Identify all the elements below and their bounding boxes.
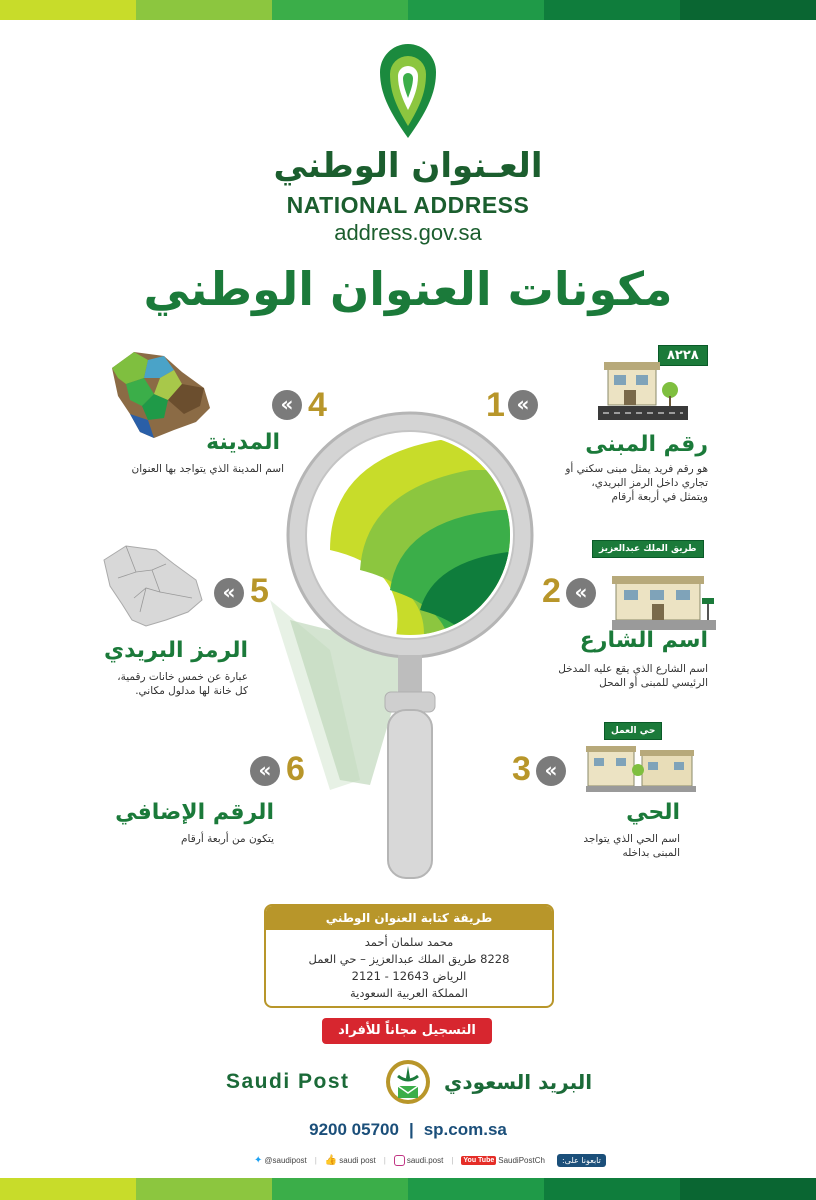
bottom-color-stripe [0,1178,816,1200]
component-title-postal-code: الرمز البريدي [103,638,248,663]
building-icon [598,360,688,422]
component-title-building-number: رقم المبنى [585,432,708,457]
component-number: 3 [512,750,531,788]
social-youtube[interactable]: You Tube SaudiPostCh [463,1155,545,1165]
chevron-double-left-icon: « [508,390,538,420]
address-format-box [264,904,554,1008]
saudi-regions-map-icon [104,348,216,440]
separator: | [408,1120,414,1139]
component-number: 6 [286,750,305,788]
brand-english: Saudi Post [226,1070,350,1093]
street-building-icon [612,572,716,632]
address-box-title: طريقة كتابة العنوان الوطني [266,906,552,930]
component-desc-building-number: هو رقم فريد يمثل مبنى سكني أو تجاري داخل الرمز البريدي، ويتمثل في أربعة أرقام [565,463,708,503]
component-number: 4 [308,386,327,424]
building-number-sign: ٨٢٢٨ [658,345,708,366]
brand-name-arabic: العـنوان الوطني [273,146,543,186]
component-desc-city: اسم المدينة الذي يتواجد بها العنوان [131,463,284,475]
saudi-postal-map-icon [96,542,208,628]
social-twitter[interactable]: ✦ @saudipost [254,1154,307,1166]
brand-name-english: NATIONAL ADDRESS [286,192,530,218]
component-number: 2 [542,572,561,610]
contact-info [276,1120,540,1140]
instagram-icon [394,1155,405,1166]
component-number: 5 [250,572,269,610]
website-link[interactable]: address.gov.sa [334,220,482,245]
brand-arabic: البريد السعودي [444,1070,593,1094]
component-desc-district: اسم الحي الذي يتواجد المبنى بداخله [583,833,680,859]
twitter-icon: ✦ [254,1154,263,1166]
chevron-double-left-icon: « [250,756,280,786]
saudi-post-emblem-icon [384,1058,432,1108]
chevron-double-left-icon: « [214,578,244,608]
register-free-button[interactable]: التسجيل مجاناً للأفراد [322,1018,492,1044]
component-title-street-name: اسم الشارع [579,628,708,653]
component-desc-street-name: اسم الشارع الذي يقع عليه المدخل الرئيسي للمبنى أو المحل [558,663,708,689]
component-desc-postal-code: عبارة عن خمس خانات رقمية، كل خانة لها مدلول مكاني. [117,671,248,697]
location-pin-icon [378,40,438,140]
phone-number[interactable]: 9200 05700 [309,1120,399,1139]
facebook-icon: 👍 [324,1154,338,1166]
chevron-double-left-icon: « [566,578,596,608]
district-buildings-icon [586,744,696,794]
header [0,146,816,186]
social-facebook[interactable]: 👍 saudi post [324,1154,376,1166]
follow-us-label: تابعونا على: [557,1154,606,1167]
street-sign: طريق الملك عبدالعزيز [592,540,704,558]
component-desc-additional-number: يتكون من أربعة أرقام [181,833,274,845]
component-number: 1 [486,386,505,424]
website-url[interactable]: sp.com.sa [423,1120,507,1139]
youtube-icon: You Tube [463,1156,495,1164]
district-sign: حي العمل [604,722,662,740]
address-example: محمد سلمان أحمد 8228 طريق الملك عبدالعزيز – حي العمل الرياض 12643 - 2121 المملكة العربية السعودية [308,935,510,1000]
top-color-stripe [0,0,816,20]
social-links: ✦ @saudipost | 👍 saudi post | saudi.post | You Tube SaudiPostCh تابعونا على: [254,1152,606,1168]
component-title-district: الحي [626,800,680,825]
component-title-city: المدينة [206,430,280,455]
social-instagram[interactable]: saudi.post [394,1155,443,1166]
component-title-additional-number: الرقم الإضافي [115,800,274,825]
page-title: مكونات العنوان الوطني [143,262,673,316]
chevron-double-left-icon: « [272,390,302,420]
chevron-double-left-icon: « [536,756,566,786]
